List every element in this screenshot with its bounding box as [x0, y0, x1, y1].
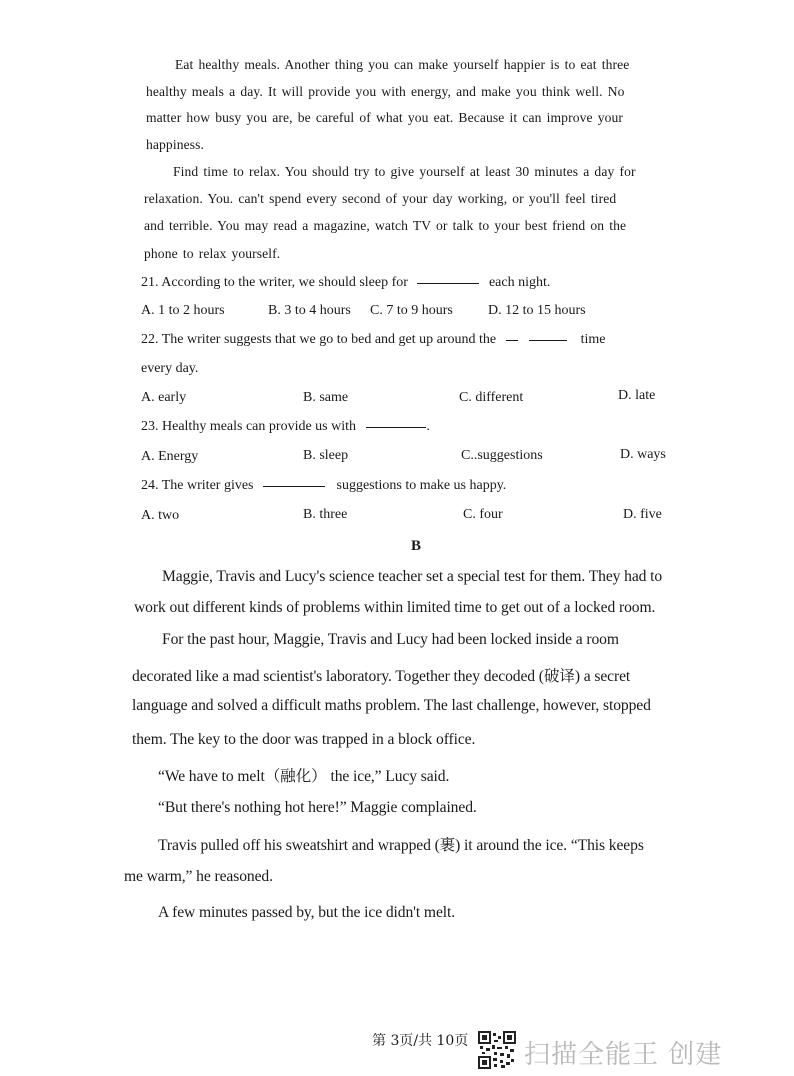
option-c[interactable]: C. different [459, 390, 524, 405]
passage-a-line: relaxation. You. can't spend every second of your day working, or you'll feel tired [144, 191, 617, 206]
passage-a-line: healthy meals a day. It will provide you with energy, and make you think well. No [146, 84, 625, 99]
passage-a-line: Find time to relax. You should try to give yourself at least 30 minutes a day for [173, 164, 636, 179]
answer-blank[interactable] [366, 426, 426, 428]
option-c[interactable]: C..suggestions [461, 448, 543, 463]
option-c[interactable]: C. four [463, 507, 503, 522]
passage-b-line: “We have to melt（融化） the ice,” Lucy said. [158, 768, 450, 785]
question-22-stem-continued: every day. [141, 361, 199, 376]
passage-a-line: matter how busy you are, be careful of what you eat. Because it can improve your [146, 110, 624, 125]
question-number: 22. [141, 332, 159, 347]
passage-a-line: phone to relax yourself. [144, 246, 281, 261]
option-b[interactable]: B. 3 to 4 hours [268, 303, 351, 318]
answer-blank[interactable] [417, 282, 479, 284]
passage-b-line: decorated like a mad scientist's laboratory. Together they decoded (破译) a secret [132, 668, 631, 685]
option-b[interactable]: B. three [303, 507, 348, 522]
passage-b-line: me warm,” he reasoned. [124, 868, 273, 885]
passage-b-line: language and solved a difficult maths problem. The last challenge, however, stopped [132, 697, 651, 714]
question-24-stem: 24. The writer gives suggestions to make us happy. [141, 478, 507, 493]
passage-b-line: them. The key to the door was trapped in a block office. [132, 731, 476, 748]
question-21-stem: 21. According to the writer, we should sleep for each night. [141, 275, 551, 290]
passage-b-line: Travis pulled off his sweatshirt and wrapped (裹) it around the ice. “This keeps [158, 837, 644, 854]
passage-a-line: Eat healthy meals. Another thing you can make yourself happier is to eat three [175, 57, 630, 72]
passage-b-line: For the past hour, Maggie, Travis and Lucy had been locked inside a room [162, 631, 619, 648]
page-number: 第 3页/共 10页 [372, 1033, 469, 1049]
option-d[interactable]: D. 12 to 15 hours [488, 303, 586, 318]
passage-b-line: work out different kinds of problems within limited time to get out of a locked room. [134, 599, 656, 616]
passage-b-line: “But there's nothing hot here!” Maggie complained. [158, 799, 477, 816]
option-a[interactable]: A. Energy [141, 449, 199, 464]
passage-a-line: and terrible. You may read a magazine, watch TV or talk to your best friend on the [144, 218, 627, 233]
question-number: 23. [141, 419, 159, 434]
option-a[interactable]: A. early [141, 390, 187, 405]
answer-blank[interactable] [506, 339, 518, 341]
answer-blank[interactable] [529, 339, 567, 341]
option-d[interactable]: D. ways [620, 447, 666, 462]
qr-code-icon [478, 1031, 516, 1069]
answer-blank[interactable] [263, 485, 325, 487]
scanner-watermark: 扫描全能王 创建 [524, 1040, 723, 1070]
option-b[interactable]: B. sleep [303, 448, 349, 463]
section-heading: B [411, 538, 422, 554]
option-a[interactable]: A. 1 to 2 hours [141, 303, 225, 318]
option-c[interactable]: C. 7 to 9 hours [370, 303, 453, 318]
option-a[interactable]: A. two [141, 508, 180, 523]
passage-b-line: Maggie, Travis and Lucy's science teacher set a special test for them. They had to [162, 568, 663, 585]
question-number: 21. [141, 275, 159, 290]
question-23-stem: 23. Healthy meals can provide us with . [141, 419, 431, 434]
option-d[interactable]: D. five [623, 507, 662, 522]
question-number: 24. [141, 478, 159, 493]
option-d[interactable]: D. late [618, 388, 656, 403]
question-22-stem: 22. The writer suggests that we go to bed and get up around the time [141, 332, 606, 347]
passage-b-line: A few minutes passed by, but the ice didn't melt. [158, 904, 456, 921]
passage-a-line: happiness. [146, 137, 205, 152]
option-b[interactable]: B. same [303, 390, 349, 405]
